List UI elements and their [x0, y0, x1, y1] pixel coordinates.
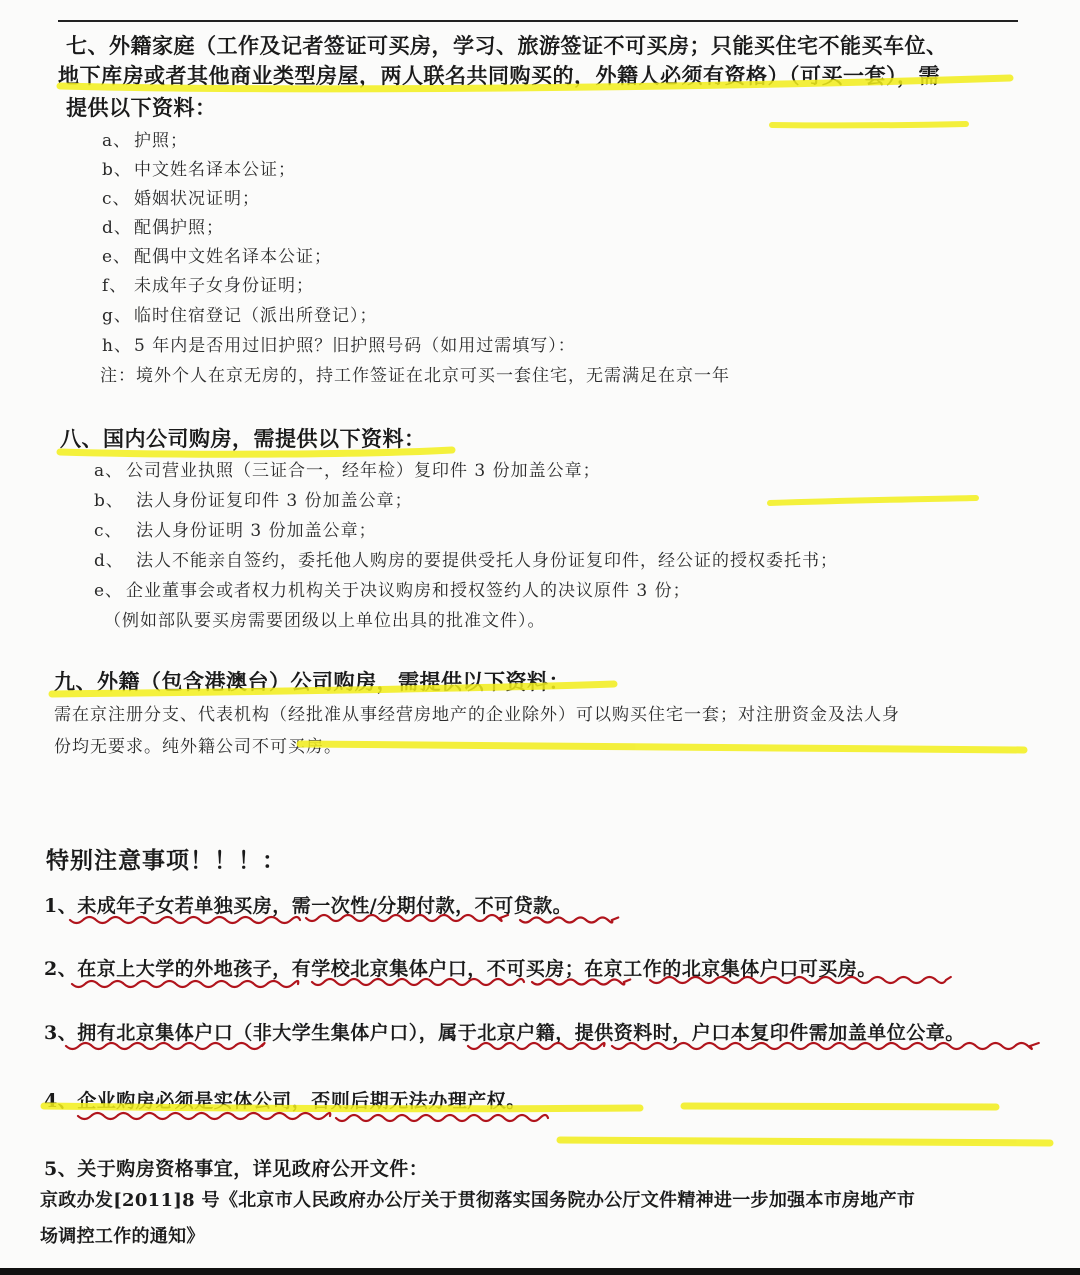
section7-item-a: a、 护照； — [102, 131, 188, 151]
section8-item-c: c、 法人身份证明 3 份加盖公章； — [94, 521, 377, 541]
section7-item-f: f、 未成年子女身份证明； — [102, 276, 314, 296]
highlight-section7-right — [772, 124, 966, 125]
section8-item-b: b、 法人身份证复印件 3 份加盖公章； — [94, 491, 413, 511]
section7-item-d: d、 配偶护照； — [102, 218, 224, 238]
section8-item-d: d、 法人不能亲自签约，委托他人购房的要提供受托人身份证复印件，经公证的授权委托书； — [94, 551, 838, 571]
section7-heading-line1: 七、外籍家庭（工作及记者签证可买房，学习、旅游签证不可买房；只能买住宅不能买车位、 — [66, 33, 948, 58]
section7-heading-line3: 提供以下资料： — [66, 95, 217, 120]
section7-heading-line2: 地下库房或者其他商业类型房屋，两人联名共同购买的，外籍人必须有资格）（可买一套），需 — [58, 63, 940, 88]
section8-heading: 八、国内公司购房，需提供以下资料： — [60, 426, 426, 451]
section7-item-b: b、 中文姓名译本公证； — [102, 160, 296, 180]
section8-item-a: a、 公司营业执照（三证合一，经年检）复印件 3 份加盖公章； — [94, 461, 601, 481]
section8-item-e: e、 企业董事会或者权力机构关于决议购房和授权签约人的决议原件 3 份； — [94, 581, 691, 601]
highlight-notice4-below — [560, 1140, 1050, 1143]
reference-line2: 场调控工作的通知》 — [40, 1226, 205, 1247]
notice-item-2: 2、在京上大学的外地孩子，有学校北京集体户口，不可买房；在京工作的北京集体户口可买房。 — [44, 958, 877, 980]
red-wavy-underline — [520, 918, 618, 923]
highlight-notice4-right — [684, 1106, 996, 1107]
top-rule — [58, 20, 1018, 22]
section8-e-note: （例如部队要买房需要团级以上单位出具的批准文件）。 — [104, 611, 546, 631]
highlight-section9-body — [300, 744, 1024, 750]
section7-item-c: c、 婚姻状况证明； — [102, 189, 260, 209]
notice-item-3: 3、拥有北京集体户口（非大学生集体户口），属于北京户籍，提供资料时，户口本复印件需加盖单位公章。 — [44, 1022, 965, 1044]
section7-item-g: g、 临时住宿登记（派出所登记）； — [102, 306, 378, 326]
section9-heading: 九、外籍（包含港澳台）公司购房，需提供以下资料： — [54, 669, 570, 694]
notice-item-5: 5、关于购房资格事宜，详见政府公开文件： — [44, 1158, 429, 1180]
section7-note: 注：境外个人在京无房的，持工作签证在北京可买一套住宅，无需满足在京一年 — [100, 366, 730, 386]
notice-item-4: 4、企业购房必须是实体公司，否则后期无法办理产权。 — [44, 1090, 526, 1112]
red-wavy-underline — [336, 1115, 548, 1121]
notice-item-1: 1、未成年子女若单独买房，需一次性/分期付款，不可贷款。 — [44, 895, 573, 917]
highlight-section8-right — [770, 498, 976, 503]
section7-item-e: e、 配偶中文姓名译本公证； — [102, 247, 332, 267]
bottom-edge — [0, 1268, 1080, 1275]
red-wavy-underline — [72, 981, 298, 987]
reference-line1: 京政办发[2011]8 号《北京市人民政府办公厅关于贯彻落实国务院办公厅文件精神进一步加强本市房地产市 — [40, 1190, 916, 1211]
section9-body-line1: 需在京注册分支、代表机构（经批准从事经营房地产的企业除外）可以购买住宅一套；对注册资金及法人身 — [54, 705, 900, 725]
red-wavy-underline — [78, 1113, 330, 1119]
section9-body-line2: 份均无要求。纯外籍公司不可买房。 — [54, 737, 342, 757]
notices-title: 特别注意事项！！！： — [46, 847, 286, 874]
section7-item-h: h、 5 年内是否用过旧护照？旧护照号码（如用过需填写）： — [102, 336, 576, 356]
